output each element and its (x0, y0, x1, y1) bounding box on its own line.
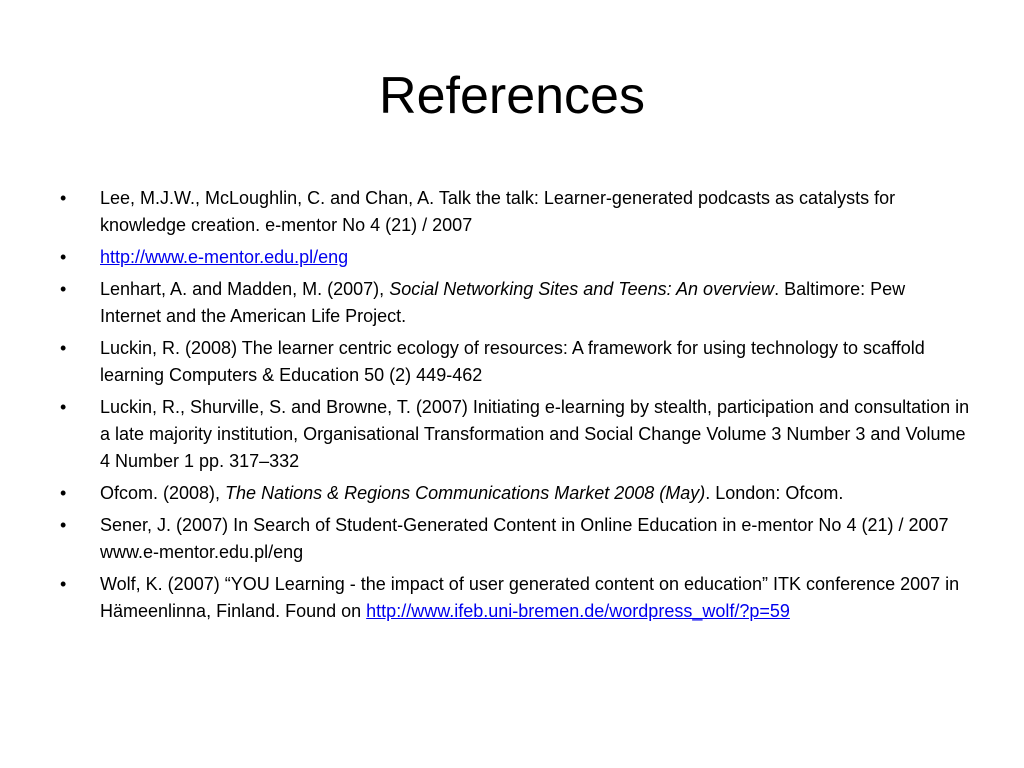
bullet-icon: • (60, 397, 67, 417)
reference-text: Lee, M.J.W., McLoughlin, C. and Chan, A. Talk the talk: Learner-generated podcasts as catalysts for knowledge creation. e-mentor No 4 (21) / 2007 (100, 188, 896, 235)
reference-item-wolf (60, 571, 970, 625)
reference-text: Sener, J. (2007) In Search of Student-Generated Content in Online Education in e-mentor No 4 (21) / 2007 www.e-mentor.edu.pl/eng (100, 515, 949, 562)
bullet-icon: • (60, 515, 67, 535)
reference-item-sener (60, 512, 970, 566)
reference-italic-title: Social Networking Sites and Teens: An overview (389, 279, 775, 299)
bullet-icon: • (60, 279, 67, 299)
bullet-icon: • (60, 247, 67, 267)
reference-item-lenhart (60, 276, 970, 330)
reference-text: Luckin, R. (2008) The learner centric ecology of resources: A framework for using technology to scaffold learning Computers & Education 50 (2) 449-462 (100, 338, 925, 385)
reference-text: . Baltimore: Pew Internet and the American Life Project. (100, 279, 906, 326)
reference-link[interactable]: http://www.e-mentor.edu.pl/eng (100, 247, 349, 267)
bullet-icon: • (60, 483, 67, 503)
bullet-icon: • (60, 338, 67, 358)
reference-text: Luckin, R., Shurville, S. and Browne, T. (2007) Initiating e-learning by stealth, participation and consultation in a late majority institution, Organisational Transformation and Social Change Volume 3 Number 3 and Volume 4 Number 1 pp. 317–332 (100, 397, 970, 471)
reference-italic-title: The Nations & Regions Communications Market 2008 (May) (225, 483, 706, 503)
reference-list (60, 185, 970, 630)
reference-text: . London: Ofcom. (705, 483, 844, 503)
bullet-icon: • (60, 188, 67, 208)
reference-item-lee (60, 185, 970, 239)
reference-text: Ofcom. (2008), (100, 483, 226, 503)
reference-item-ofcom (60, 480, 970, 507)
reference-item-luckin-2007 (60, 394, 970, 475)
reference-item-luckin-2008 (60, 335, 970, 389)
reference-item-ementor-link (60, 244, 970, 271)
reference-link[interactable]: http://www.ifeb.uni-bremen.de/wordpress_wolf/?p=59 (366, 601, 790, 621)
reference-text: Wolf, K. (2007) “YOU Learning - the impact of user generated content on education” ITK conference 2007 in Hämeenlinna, Finland. Found on (100, 574, 960, 621)
slide-title: References (379, 67, 645, 125)
reference-text: Lenhart, A. and Madden, M. (2007), (100, 279, 390, 299)
bullet-icon: • (60, 574, 67, 594)
